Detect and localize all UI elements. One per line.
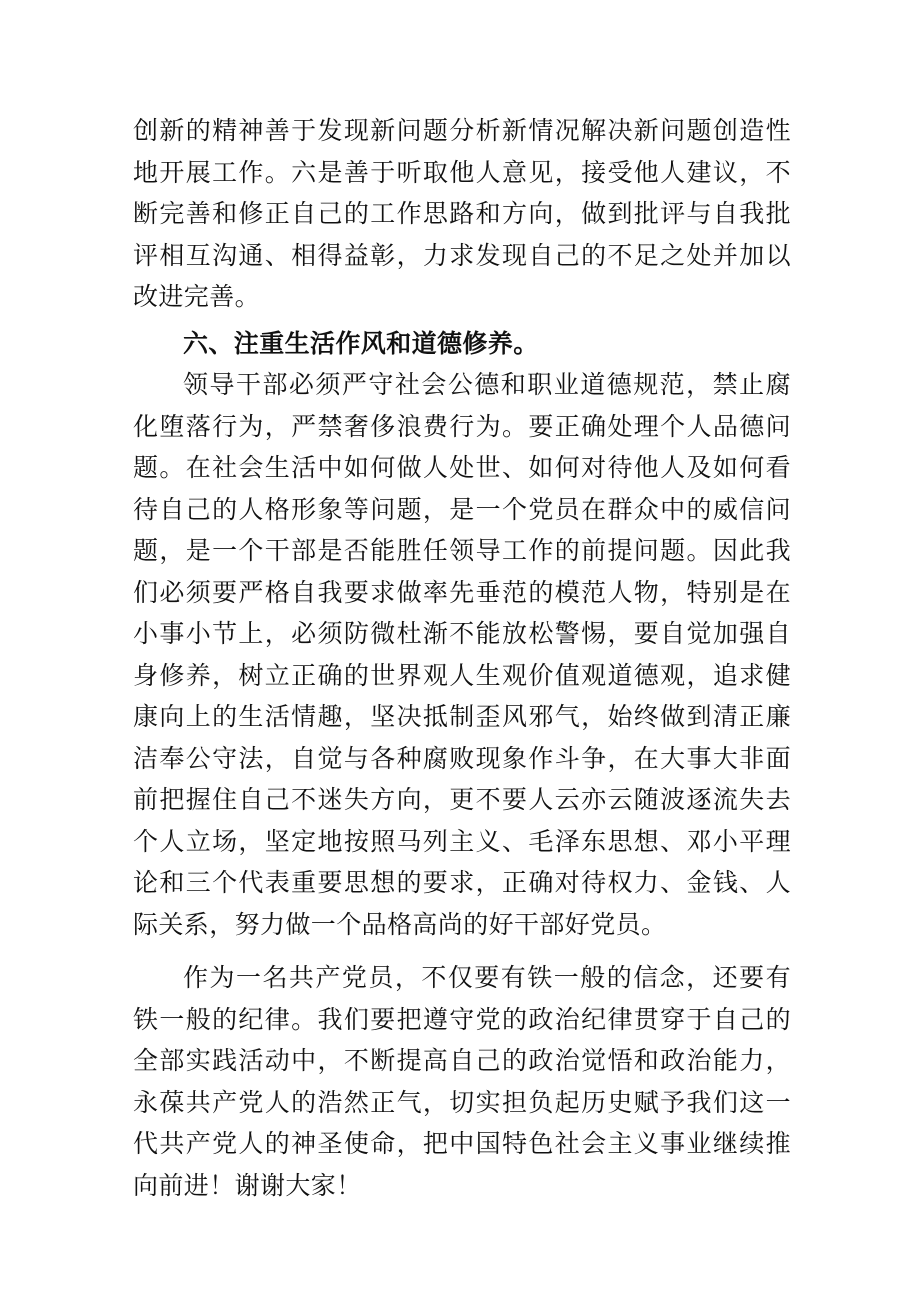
paragraph-closing: 作为一名共产党员，不仅要有铁一般的信念，还要有铁一般的纪律。我们要把遵守党的政治纪律贯穿于自己的全部实践活动中，不断提高自己的政治觉悟和政治能力，永葆共产党人的浩然正气，切实担负起历史赋予我们这一代共产党人的神圣使命，把中国特色社会主义事业继续推向前进！谢谢大家！ (133, 963, 791, 1200)
document-page (133, 110, 791, 1206)
section-heading: 六、注重生活作风和道德修养。 (183, 328, 539, 358)
paragraph-continuation: 创新的精神善于发现新问题分析新情况解决新问题创造性地开展工作。六是善于听取他人意见，接受他人建议，不断完善和修正自己的工作思路和方向，做到批评与自我批评相互沟通、相得益彰，力求发现自己的不足之处并加以改进完善。 (133, 116, 791, 311)
paragraph-body: 领导干部必须严守社会公德和职业道德规范，禁止腐化堕落行为，严禁奢侈浪费行为。要正确处理个人品德问题。在社会生活中如何做人处世、如何对待他人及如何看待自己的人格形象等问题，是一个党员在群众中的威信问题，是一个干部是否能胜任领导工作的前提问题。因此我们必须要严格自我要求做率先垂范的模范人物，特别是在小事小节上，必须防微杜渐不能放松警惕，要自觉加强自身修养，树立正确的世界观人生观价值观道德观，追求健康向上的生活情趣，坚决抵制歪风邪气，始终做到清正廉洁奉公守法，自觉与各种腐败现象作斗争，在大事大非面前把握住自己不迷失方向，更不要人云亦云随波逐流失去个人立场，坚定地按照马列主义、毛泽东思想、邓小平理论和三个代表重要思想的要求，正确对待权力、金钱、人际关系，努力做一个品格高尚的好干部好党员。 (133, 370, 791, 939)
